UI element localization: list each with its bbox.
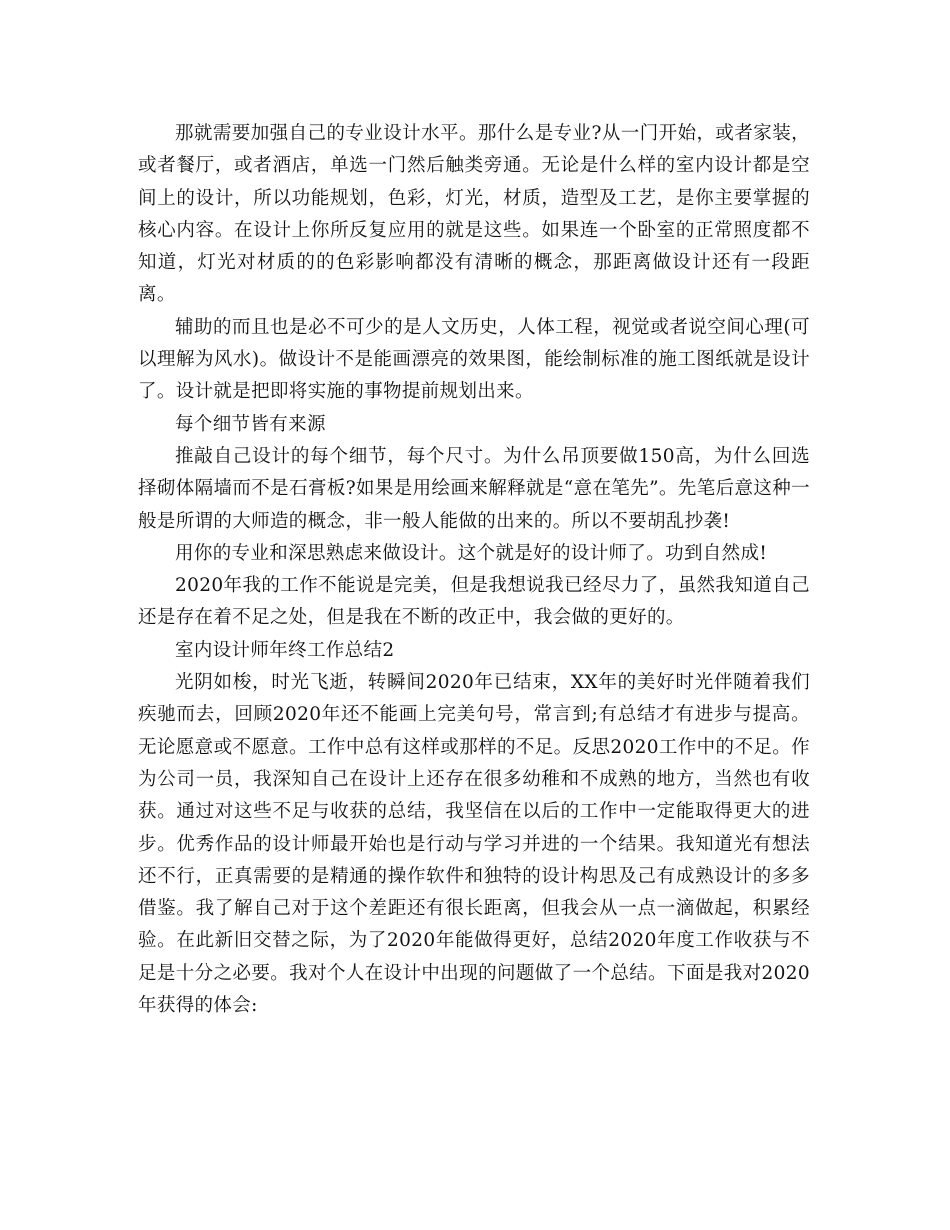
paragraph-year-review: 2020年我的工作不能说是完美，但是我想说我已经尽力了，虽然我知道自己还是存在着不足之处，但是我在不断的改正中，我会做的更好的。 <box>138 575 810 629</box>
paragraph-thoughtful-design: 用你的专业和深思熟虑来做设计。这个就是好的设计师了。功到自然成! <box>175 542 768 564</box>
paragraph-professional-skills: 那就需要加强自己的专业设计水平。那什么是专业?从一门开始，或者家装，或者餐厅，或者酒店，单选一门然后触类旁通。无论是什么样的室内设计都是空间上的设计，所以功能规划，色彩，灯光，材质，造型及工艺，是你主要掌握的核心内容。在设计上你所反复应用的就是这些。如果连一个卧室的正常照度都不知道，灯光对材质的的色彩影响都没有清晰的概念，那距离做设计还有一段距离。 <box>138 123 810 306</box>
paragraph-design-details: 推敲自己设计的每个细节，每个尺寸。为什么吊顶要做150高，为什么回选择砌体隔墙而不是石膏板?如果是用绘画来解释就是“意在笔先”。先笔后意这种一般是所谓的大师造的概念，非一般人能做的出来的。所以不要胡乱抄袭! <box>138 445 810 532</box>
paragraph-auxiliary-knowledge: 辅助的而且也是必不可少的是人文历史，人体工程，视觉或者说空间心理(可以理解为风水)。做设计不是能画漂亮的效果图，能绘制标准的施工图纸就是设计了。设计就是把即将实施的事物提前规划出来。 <box>138 316 810 403</box>
document-body <box>138 118 810 1022</box>
section-heading-details: 每个细节皆有来源 <box>175 413 326 435</box>
paragraph-year-summary: 光阴如梭，时光飞逝，转瞬间2020年已结束，XX年的美好时光伴随着我们疾驰而去，回顾2020年还不能画上完美句号，常言到;有总结才有进步与提高。无论愿意或不愿意。工作中总有这样或那样的不足。反思2020工作中的不足。作为公司一员，我深知自己在设计上还存在很多幼稚和不成熟的地方，当然也有收获。通过对这些不足与收获的总结，我坚信在以后的工作中一定能取得更大的进步。优秀作品的设计师最开始也是行动与学习并进的一个结果。我知道光有想法还不行，正真需要的是精通的操作软件和独特的设计构思及己有成熟设计的多多借鉴。我了解自己对于这个差距还有很长距离，但我会从一点一滴做起，积累经验。在此新旧交替之际，为了2020年能做得更好，总结2020年度工作收获与不足是十分之必要。我对个人在设计中出现的问题做了一个总结。下面是我对2020年获得的体会: <box>138 672 810 1017</box>
section-heading-summary-2: 室内设计师年终工作总结2 <box>175 639 395 661</box>
